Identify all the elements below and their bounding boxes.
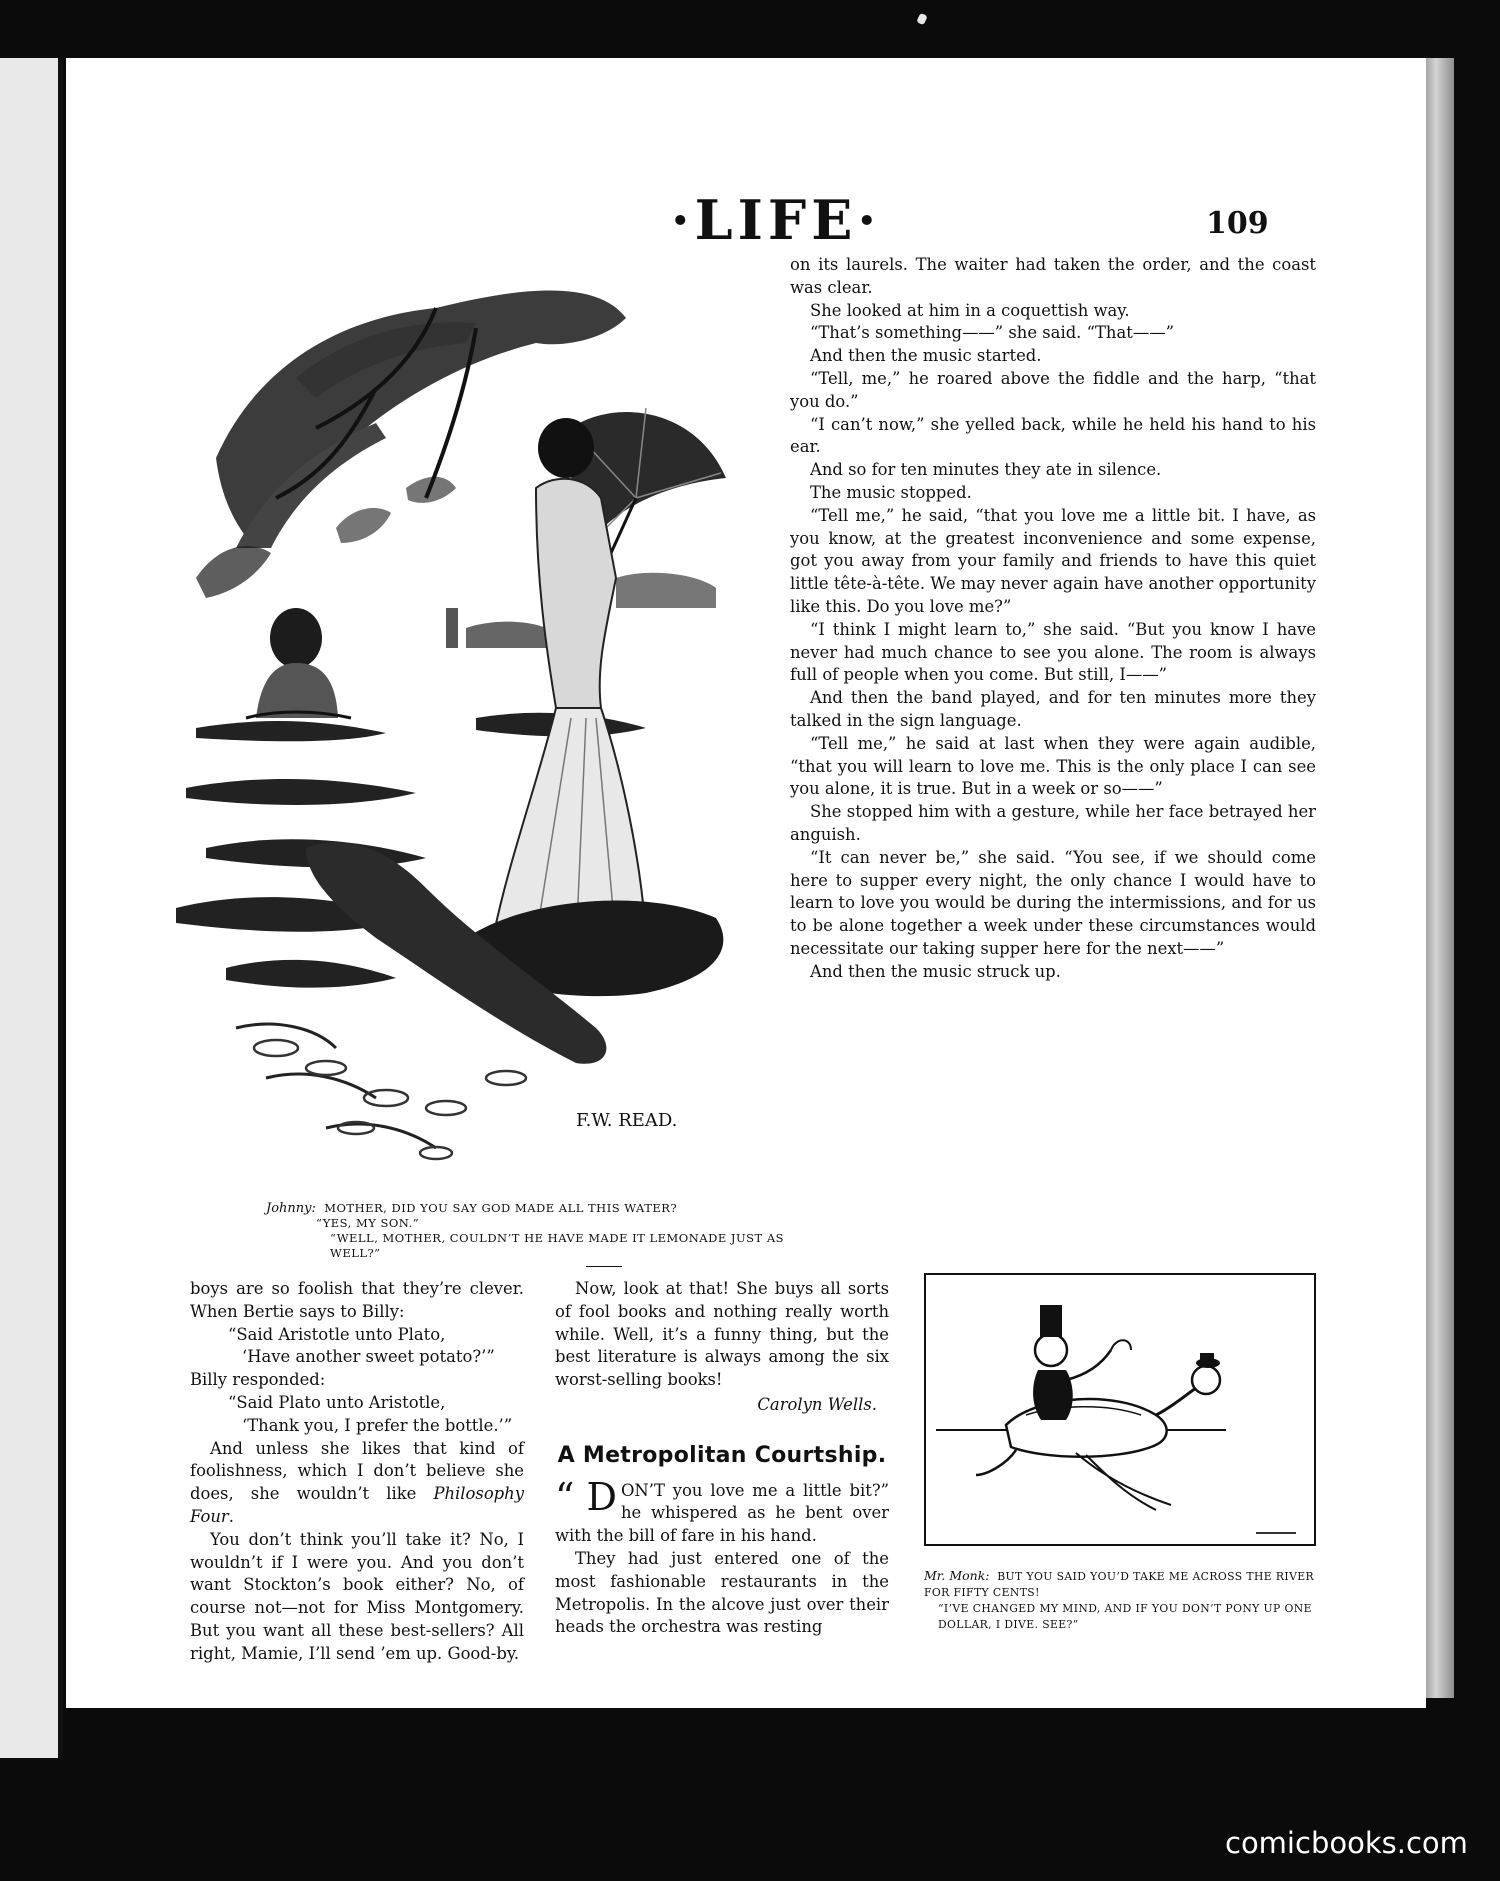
book-title: Philosophy Four	[190, 1484, 524, 1526]
article-headline: A Metropolitan Courtship.	[557, 1442, 887, 1468]
verse-line: “Said Plato unto Aristotle,	[228, 1392, 446, 1412]
paragraph: “Tell me,” he said, “that you love me a little bit. I have, as you know, at the greatest inconvenience and some expense, got you away from your family and friends to have this quiet little tête-à-tête. We may never again have another opportunity like this. Do you love me?”	[790, 505, 1316, 616]
paragraph: “I can’t now,” she yelled back, while he held his hand to his ear.	[790, 414, 1316, 457]
paragraph: “Tell, me,” he roared above the fiddle and the harp, “that you do.”	[790, 368, 1316, 411]
middle-column	[555, 1278, 889, 1639]
paragraph: “I think I might learn to,” she said. “But you know I have never had much chance to see you alone. The room is always full of people when you come. But still, I——”	[790, 619, 1316, 685]
author-signature: Carolyn Wells.	[757, 1394, 877, 1414]
paragraph: And so for ten minutes they ate in silence.	[810, 460, 1162, 480]
page-stack-edge	[1424, 58, 1454, 1698]
left-column	[190, 1278, 524, 1666]
verse-line: ‘Have another sweet potato?’”	[242, 1347, 495, 1367]
paragraph: The music stopped.	[810, 482, 972, 502]
illustration-woman-parasol	[176, 248, 736, 1183]
artist-signature: F.W. READ.	[576, 1110, 678, 1131]
paragraph: And unless she likes that kind of foolishness, which I don’t believe she does, she wouldn’t like Philosophy Four.	[190, 1438, 524, 1526]
caption-speaker: Johnny:	[266, 1201, 316, 1216]
cartoon-monk-turtle	[924, 1273, 1316, 1546]
divider	[586, 1266, 622, 1267]
caption-line: BUT YOU SAID YOU’D TAKE ME ACROSS THE RIVER FOR FIFTY CENTS!	[924, 1570, 1315, 1599]
drop-cap: “ D	[555, 1474, 617, 1519]
page-number: 109	[1206, 206, 1269, 241]
paragraph: She stopped him with a gesture, while her face betrayed her anguish.	[790, 802, 1316, 844]
caption-line: “YES, MY SON.”	[316, 1216, 420, 1230]
paragraph: Now, look at that! She buys all sorts of fool books and nothing really worth while. Well, it’s a funny thing, but the best literature is always among the six worst-selling books!	[555, 1279, 889, 1390]
paragraph: “It can never be,” she said. “You see, if we should come here to supper every night, the only chance I would have to learn to love you would be during the intermissions, and for us to be alone together a week under these circumstances would necessitate our taking supper here for the next——”	[790, 847, 1316, 958]
paragraph: They had just entered one of the most fashionable restaurants in the Metropolis. In the alcove just over their heads the orchestra was resting	[555, 1548, 889, 1637]
scan-speck	[916, 13, 927, 25]
paragraph: You don’t think you’ll take it? No, I wouldn’t if I were you. And you don’t want Stockton’s book either? No, of course not—not for Miss Montgomery. But you want all these best-sellers? All right, Mamie, I’ll send ’em up. Good-by.	[190, 1529, 524, 1663]
caption-line: MOTHER, DID YOU SAY GOD MADE ALL THIS WATER?	[324, 1201, 678, 1215]
paragraph: “Tell me,” he said at last when they were again audible, “that you will learn to love me. This is the only place I can see you alone, it is true. But in a week or so——”	[790, 733, 1316, 799]
cartoon-caption	[924, 1568, 1324, 1633]
paragraph: And then the band played, and for ten minutes more they talked in the sign language.	[790, 688, 1316, 730]
watermark: comicbooks.com	[1225, 1826, 1468, 1860]
caption-line: “I’VE CHANGED MY MIND, AND IF YOU DON’T PONY UP ONE DOLLAR, I DIVE. SEE?”	[938, 1602, 1312, 1631]
facing-page-edge	[0, 58, 63, 1758]
magazine-page	[66, 58, 1426, 1708]
paragraph: She looked at him in a coquettish way.	[810, 300, 1130, 320]
paragraph: boys are so foolish that they’re clever. When Bertie says to Billy:	[190, 1279, 524, 1321]
paragraph: And then the music struck up.	[810, 961, 1061, 981]
caption-line: “WELL, MOTHER, COULDN’T HE HAVE MADE IT LEMONADE JUST AS WELL?”	[330, 1231, 785, 1260]
paragraph: on its laurels. The waiter had taken the order, and the coast was clear.	[790, 255, 1316, 297]
verse-line: ‘Thank you, I prefer the bottle.’”	[242, 1415, 513, 1435]
caption-speaker: Mr. Monk:	[924, 1568, 990, 1583]
illustration-caption	[266, 1201, 806, 1261]
paragraph: Billy responded:	[190, 1370, 326, 1390]
right-column	[790, 254, 1316, 984]
paragraph: “ D ON’T you love me a little bit?” he whispered as he bent over with the bill of fare in his hand.	[555, 1474, 889, 1546]
masthead: ·LIFE·	[670, 188, 882, 252]
paragraph: And then the music started.	[810, 346, 1042, 366]
cartoon-drawing	[926, 1275, 1314, 1544]
paragraph: “That’s something——” she said. “That——”	[810, 323, 1174, 343]
verse-line: “Said Aristotle unto Plato,	[228, 1324, 446, 1344]
